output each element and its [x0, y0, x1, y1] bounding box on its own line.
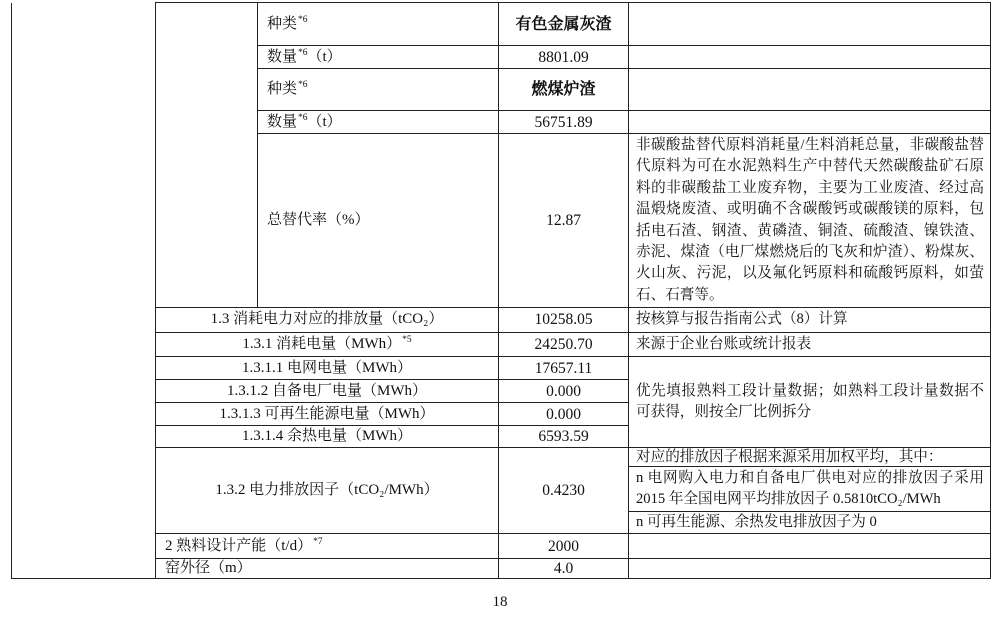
emissions-report-table	[11, 2, 991, 579]
table-row	[12, 357, 991, 380]
empty-note-cell	[629, 111, 991, 134]
page-number: 18	[492, 594, 508, 610]
label-text: 数量	[267, 48, 298, 65]
footnote-marker: *6	[298, 112, 308, 123]
qty-label-1	[258, 46, 499, 69]
table-row	[12, 3, 991, 46]
left-category-cell	[12, 3, 156, 579]
qty-value-1: 8801.09	[499, 46, 629, 69]
row-1-3-1-4-value: 6593.59	[499, 426, 629, 448]
total-rate-value: 12.87	[499, 134, 629, 308]
row-1-3-1-3-value: 0.000	[499, 403, 629, 426]
table-row	[12, 534, 991, 559]
table-row	[12, 332, 991, 356]
table-row	[12, 308, 991, 332]
row-1-3-1-2-value: 0.000	[499, 380, 629, 403]
capacity-label	[156, 534, 499, 559]
row-1-3-1-4-label: 1.3.1.4 余热电量（MWh）	[156, 426, 499, 448]
table-row	[12, 559, 991, 579]
empty-note-cell	[629, 559, 991, 579]
qty-label-2	[258, 111, 499, 134]
capacity-value: 2000	[499, 534, 629, 559]
label-text: 种类	[267, 15, 298, 32]
empty-note-cell	[629, 69, 991, 111]
label-text: 2 熟料设计产能（t/d）	[165, 537, 313, 554]
row-1-3-1-1-label: 1.3.1.1 电网电量（MWh）	[156, 357, 499, 380]
footnote-marker: *6	[298, 14, 308, 25]
kiln-diameter-value: 4.0	[499, 559, 629, 579]
total-rate-label: 总替代率（%）	[258, 134, 499, 308]
empty-note-cell	[629, 3, 991, 46]
footnote-marker: *5	[402, 334, 412, 345]
type-label-2	[258, 69, 499, 111]
row-1-3-label: 1.3 消耗电力对应的排放量（tCO₂）	[156, 308, 499, 332]
empty-note-cell	[629, 534, 991, 559]
row-1-3-2-label: 1.3.2 电力排放因子（tCO₂/MWh）	[156, 448, 499, 534]
type-value-1: 有色金属灰渣	[499, 3, 629, 46]
label-text: 种类	[267, 81, 298, 97]
row-1-3-1-3-label: 1.3.1.3 可再生能源电量（MWh）	[156, 403, 499, 426]
type-label-1	[258, 3, 499, 46]
table-row	[12, 448, 991, 467]
row-1-3-note: 按核算与报告指南公式（8）计算	[629, 308, 991, 332]
total-rate-note: 非碳酸盐替代原料消耗量/生料消耗总量，非碳酸盐替代原料为可在水泥熟料生产中替代天然碳酸盐矿石原料的非碳酸盐工业废弃物，主要为工业废渣、经过高温煅烧废渣、或明确不含碳酸钙或碳酸镁的原料，包括电石渣、钢渣、黄磷渣、铜渣、硫酸渣、镍铁渣、赤泥、煤渣（电厂煤燃烧后的飞灰和炉渣）、粉煤灰、火山灰、污泥，以及氟化钙原料和硫酸钙原料，如萤石、石膏等。	[629, 134, 991, 308]
label-unit: （t）	[307, 113, 342, 130]
row-1-3-1-value: 24250.70	[499, 332, 629, 356]
row-1-3-1-label	[156, 332, 499, 356]
label-unit: （t）	[307, 48, 342, 65]
row-1-3-1-2-label: 1.3.1.2 自备电厂电量（MWh）	[156, 380, 499, 403]
footnote-marker: *6	[298, 80, 308, 90]
empty-note-cell	[629, 46, 991, 69]
label-text: 数量	[267, 113, 298, 130]
subcategory-cell	[156, 3, 258, 308]
row-1-3-1-1-value: 17657.11	[499, 357, 629, 380]
row-1-3-value: 10258.05	[499, 308, 629, 332]
emission-factor-note-2: n 电网购入电力和自备电厂供电对应的排放因子采用2015 年全国电网平均排放因子 0.5810tCO₂/MWh	[629, 467, 991, 512]
kiln-diameter-label: 窑外径（m）	[156, 559, 499, 579]
row-1-3-1-note: 来源于企业台账或统计报表	[629, 332, 991, 356]
row-1-3-2-value: 0.4230	[499, 448, 629, 534]
emission-factor-note-3: n 可再生能源、余热发电排放因子为 0	[629, 512, 991, 534]
type-value-2: 燃煤炉渣	[499, 69, 629, 111]
footnote-marker: *6	[298, 47, 308, 58]
footnote-marker: *7	[313, 536, 323, 547]
label-text: 1.3.1 消耗电量（MWh）	[242, 335, 402, 352]
qty-value-2: 56751.89	[499, 111, 629, 134]
sub-rows-note: 优先填报熟料工段计量数据；如熟料工段计量数据不可获得，则按全厂比例拆分	[629, 357, 991, 448]
emission-factor-note-1: 对应的排放因子根据来源采用加权平均，其中：	[629, 448, 991, 467]
